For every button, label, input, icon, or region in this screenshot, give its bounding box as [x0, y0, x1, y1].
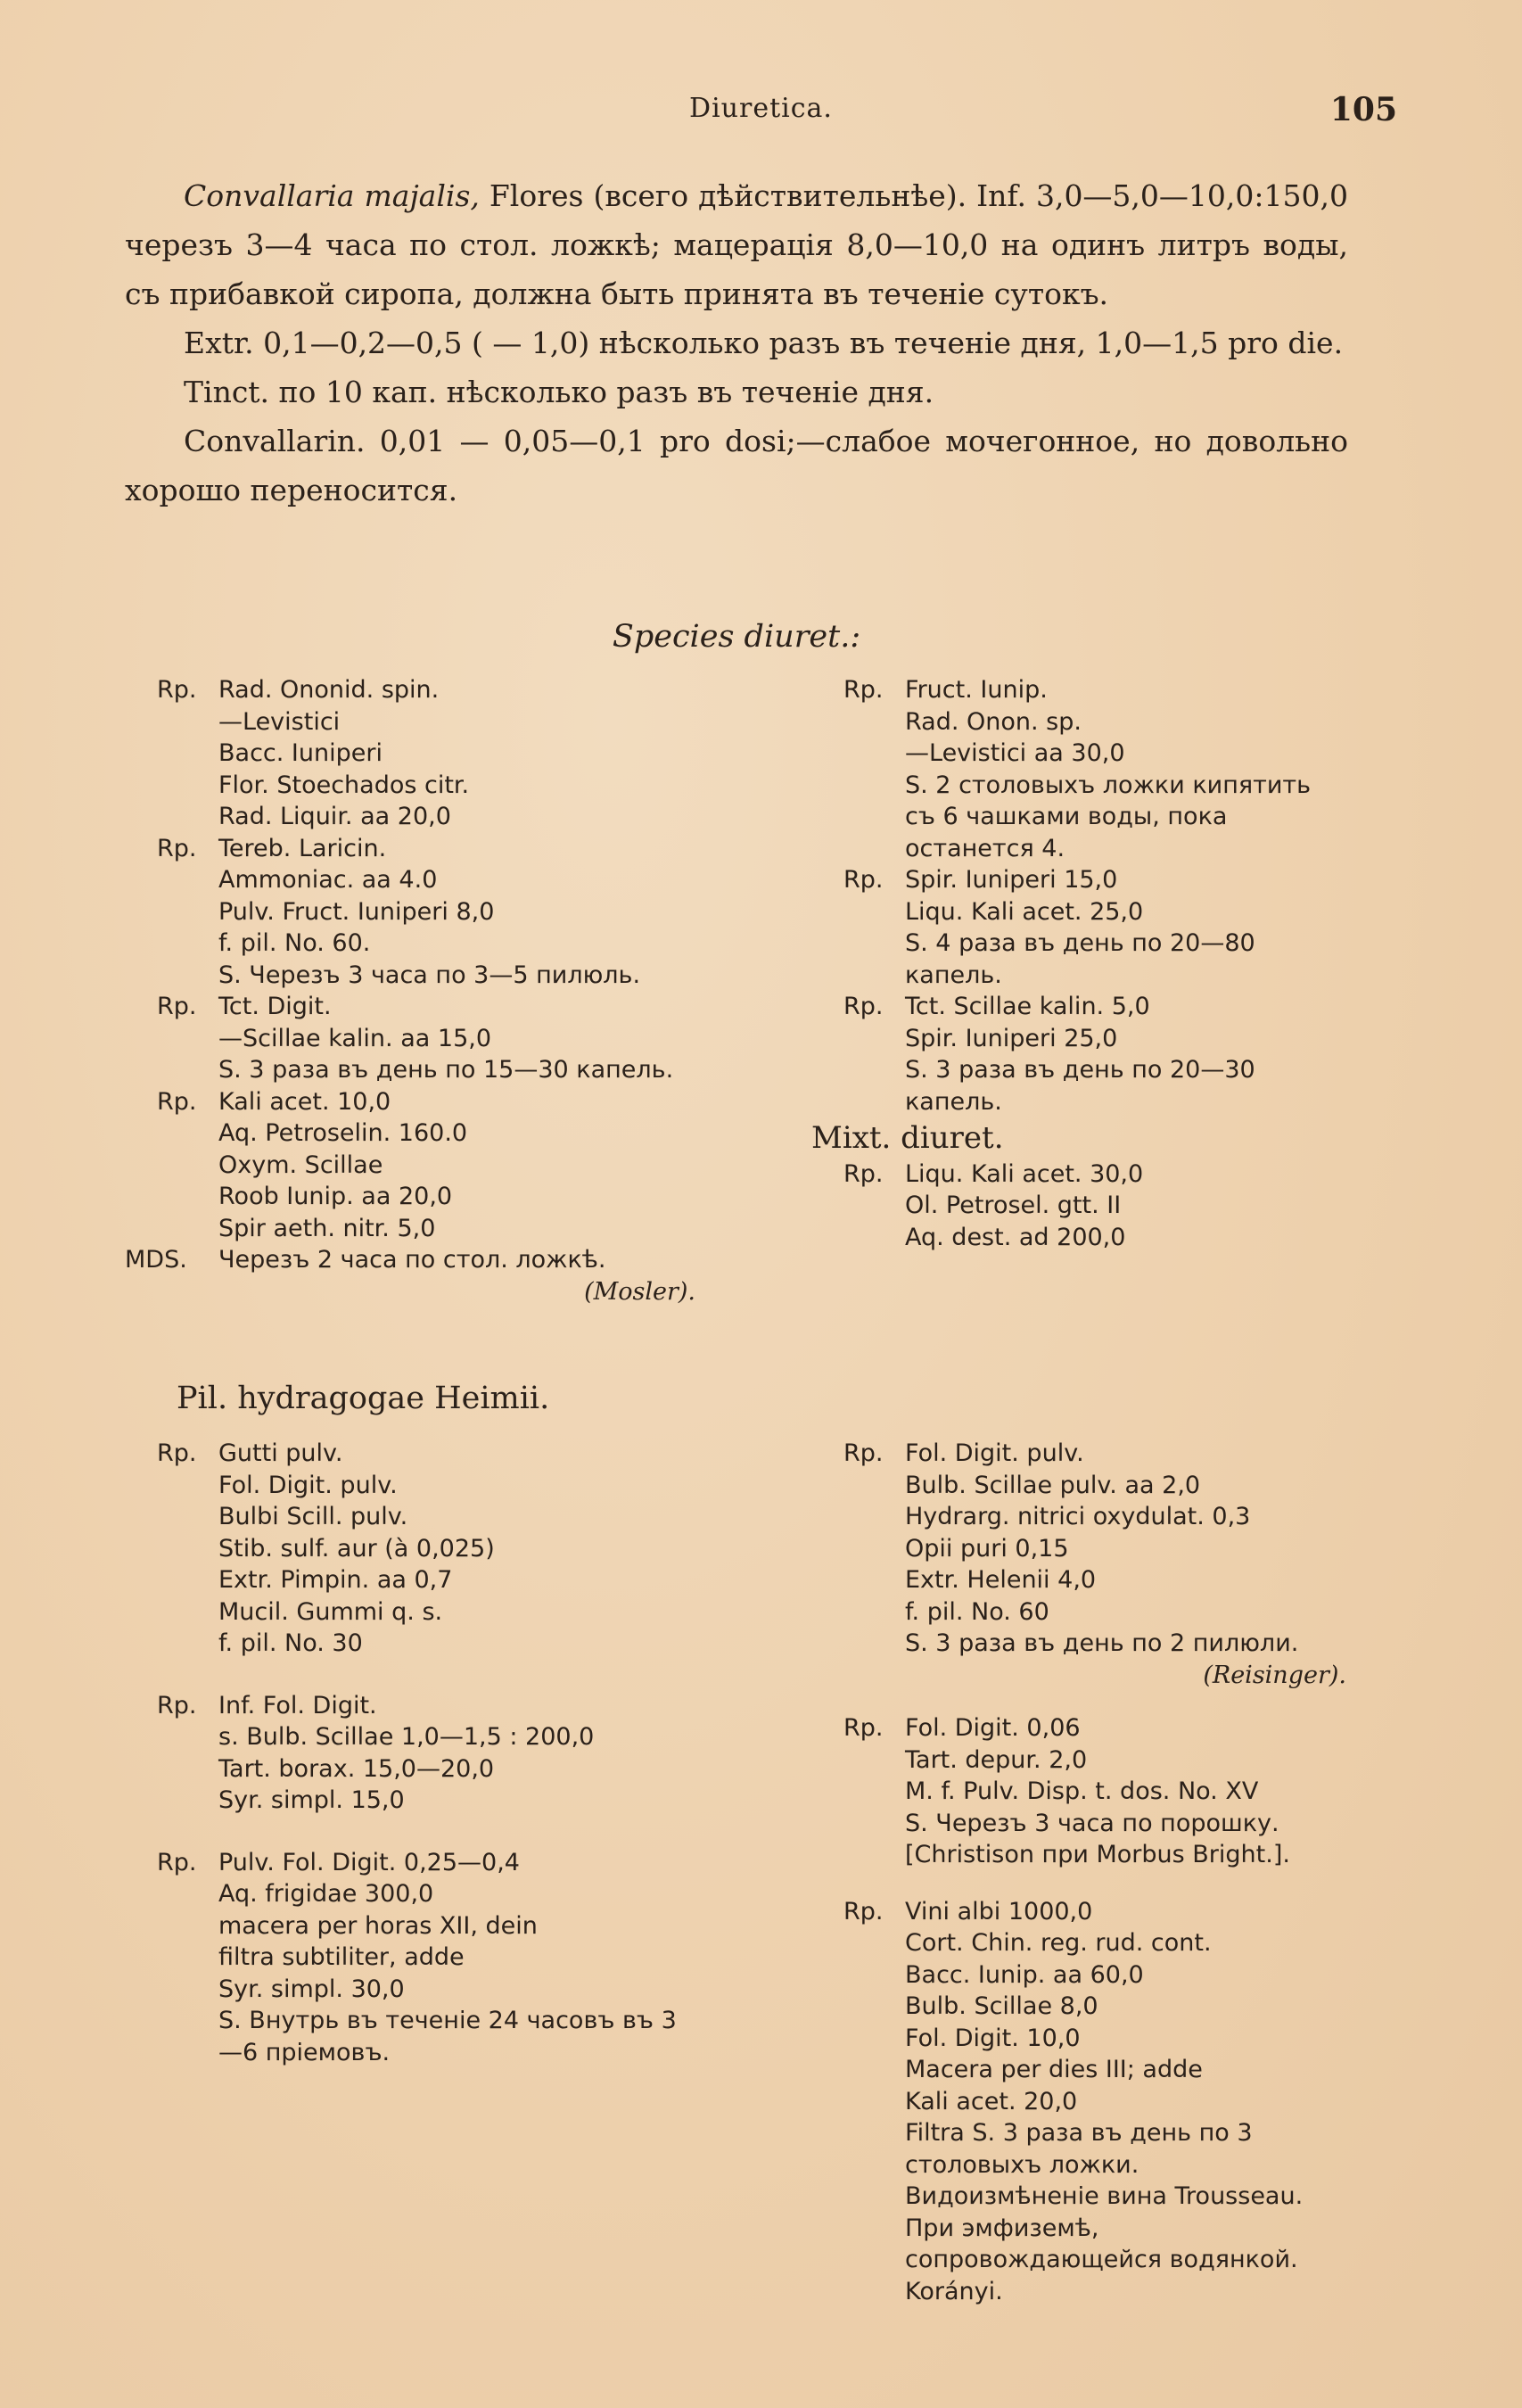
recipe [811, 1712, 1346, 1871]
recipes-right-bottom [811, 1438, 1346, 2307]
recipe-label: Rp. [843, 1714, 884, 1742]
recipe-line: Liqu. Kali acet. 25,0 [905, 897, 1144, 926]
recipe-line: filtra subtiliter, adde [218, 1943, 465, 1971]
recipe-line: Extr. Pimpin. aa 0,7 [218, 1566, 453, 1594]
recipe-line: Mucil. Gummi q. s. [218, 1597, 443, 1626]
intro-text [125, 171, 1348, 515]
intro-paragraph-4: Convallarin. 0,01 — 0,05—0,1 pro dosi;—слабое мочегонное, но довольно хорошо переносится. [125, 424, 1348, 507]
recipe-line: Spir. Iuniperi 15,0 [905, 866, 1118, 894]
recipe-label: Rp. [157, 993, 197, 1020]
recipe-line: Oxym. Scillae [218, 1150, 383, 1179]
recipe-line: M. f. Pulv. Disp. t. dos. No. XV [905, 1777, 1259, 1805]
recipe-line: Rad. Onon. sp. [905, 707, 1082, 736]
intro-paragraph-1 [125, 171, 1348, 318]
pil-title: Pil. hydragogae Heimii. [177, 1381, 550, 1416]
recipe [811, 991, 1346, 1117]
page-number: 105 [1329, 91, 1397, 128]
recipe-line: Syr. simpl. 30,0 [218, 1975, 405, 2003]
recipe-label: Rp. [157, 1087, 197, 1116]
recipe [811, 674, 1346, 864]
recipe-line: S. 2 столовыхъ ложки кипятить съ 6 чашками воды, пока останется 4. [905, 771, 1312, 862]
recipe-line: Fol. Digit. pulv. [905, 1439, 1084, 1467]
recipe [125, 991, 695, 1086]
recipe-line: Черезъ 2 часа по стол. ложкѣ. [218, 1246, 606, 1274]
recipe-line: S. 3 раза въ день по 20—30 капель. [905, 1056, 1255, 1116]
recipe-line: Aq. frigidae 300,0 [218, 1880, 434, 1908]
recipe-line: Tct. Digit. [218, 993, 332, 1020]
recipe-line: Tct. Scillae kalin. 5,0 [905, 993, 1150, 1020]
recipes-right-top [811, 674, 1346, 1253]
recipe-line: Cort. Chin. reg. rud. cont. [905, 1929, 1212, 1957]
recipe-line: Kali acet. 20,0 [905, 2087, 1078, 2115]
recipe-line: Filtra S. 3 раза въ день по 3 столовыхъ ложки. [905, 2119, 1253, 2179]
recipe-line: Fol. Digit. pulv. [218, 1471, 398, 1499]
intro-paragraph-2: Extr. 0,1—0,2—0,5 ( — 1,0) нѣсколько разъ въ теченіе дня, 1,0—1,5 pro die. [184, 326, 1344, 360]
recipe-line: Tart. borax. 15,0—20,0 [218, 1754, 495, 1783]
recipe-line: Fol. Digit. 0,06 [905, 1714, 1081, 1742]
recipe-line: Ammoniac. aa 4.0 [218, 866, 438, 894]
recipe-line: Opii puri 0,15 [905, 1534, 1069, 1563]
recipe-label: Rp. [843, 1897, 884, 1926]
recipe [125, 1244, 695, 1307]
recipe-line: —Scillae kalin. aa 15,0 [218, 1024, 492, 1052]
species-title: Species diuret.: [612, 619, 861, 655]
recipes-left-bottom [125, 1438, 695, 2068]
recipe-line: S. Черезъ 3 часа по 3—5 пилюль. [218, 961, 641, 989]
intro-lead: Convallaria majalis, [184, 178, 480, 213]
recipe-line: Gutti pulv. [218, 1439, 343, 1467]
recipe-line: Syr. simpl. 15,0 [218, 1786, 405, 1814]
recipe-line: f. pil. No. 60. [218, 929, 371, 957]
recipe-line: S. Внутрь въ теченіе 24 часовъ въ 3—6 пріемовъ. [218, 2007, 677, 2066]
intro-paragraph-3: Tinct. по 10 кап. нѣсколько разъ въ теченіе дня. [184, 375, 934, 409]
recipe-line: Inf. Fol. Digit. [218, 1691, 377, 1719]
recipe-label: Rp. [157, 676, 197, 704]
recipe-line: Kali acet. 10,0 [218, 1087, 391, 1116]
recipe-line: Tereb. Laricin. [218, 834, 387, 862]
recipe [125, 1847, 695, 2069]
recipe-line: Spir aeth. nitr. 5,0 [218, 1214, 436, 1242]
recipe-line: S. 4 раза въ день по 20—80 капель. [905, 929, 1255, 989]
recipe [125, 674, 695, 833]
recipe [125, 1086, 695, 1245]
recipe [125, 1690, 695, 1817]
recipe-line: Pulv. Fol. Digit. 0,25—0,4 [218, 1848, 520, 1876]
recipe-line: Extr. Helenii 4,0 [905, 1566, 1097, 1594]
recipe-line: Bulbi Scill. pulv. [218, 1503, 408, 1530]
recipe-line: Vini albi 1000,0 [905, 1897, 1093, 1926]
recipe-line: Roob Iunip. aa 20,0 [218, 1183, 453, 1210]
recipe-label: Rp. [157, 1439, 197, 1467]
recipe-line: Rad. Liquir. aa 20,0 [218, 803, 451, 830]
recipe-line: S. 3 раза въ день по 2 пилюли. [905, 1629, 1299, 1657]
recipe-line: —Levistici aa 30,0 [905, 739, 1125, 767]
recipe-citation: (Mosler). [584, 1277, 695, 1306]
recipe-line: f. pil. No. 30 [218, 1629, 363, 1657]
recipe-label: Rp. [157, 1848, 197, 1876]
recipe-line: S. Черезъ 3 часа по порошку. [905, 1809, 1279, 1837]
recipe-line: —Levistici [218, 707, 341, 736]
running-title: Diuretica. [689, 93, 833, 124]
recipe-line: Fol. Digit. 10,0 [905, 2024, 1081, 2052]
recipe-line: Aq. dest. ad 200,0 [905, 1223, 1126, 1251]
recipe-line: S. 3 раза въ день по 15—30 капель. [218, 1056, 674, 1084]
recipe-line: f. pil. No. 60 [905, 1597, 1049, 1626]
recipe-label: Rp. [843, 866, 884, 894]
recipe [125, 1438, 695, 1660]
recipe-line: Macera per dies III; adde [905, 2056, 1203, 2083]
recipe-line: Aq. Petroselin. 160.0 [218, 1119, 468, 1147]
recipe-label: Rp. [157, 1691, 197, 1719]
recipe [811, 864, 1346, 991]
recipe-line: s. Bulb. Scillae 1,0—1,5 : 200,0 [218, 1723, 595, 1751]
recipe-label: Rp. [157, 834, 197, 862]
recipe-label: Rp. [843, 993, 884, 1020]
recipe-line: Fruct. Iunip. [905, 676, 1048, 704]
recipe-line: Pulv. Fruct. Iuniperi 8,0 [218, 897, 495, 926]
recipe-label: Rp. [843, 1439, 884, 1467]
recipe-line: Spir. Iuniperi 25,0 [905, 1024, 1118, 1052]
recipe [125, 833, 695, 992]
mixt-title: Mixt. diuret. [811, 1120, 1004, 1156]
recipe-line: Bulb. Scillae pulv. aa 2,0 [905, 1471, 1201, 1499]
recipes-left-top [125, 674, 695, 1307]
recipe-line: Rad. Ononid. spin. [218, 676, 440, 704]
recipe [811, 1896, 1346, 2308]
recipe-line: [Christison при Morbus Bright.]. [905, 1841, 1290, 1868]
recipe-label: Rp. [843, 1159, 884, 1188]
recipe-line: Tart. depur. 2,0 [905, 1745, 1088, 1774]
recipe-line: Bacc. Iuniperi [218, 739, 383, 767]
recipe-line: Bacc. Iunip. aa 60,0 [905, 1960, 1144, 1989]
recipe-line: Flor. Stoechados citr. [218, 771, 470, 799]
recipe-citation: (Reisinger). [1203, 1661, 1346, 1689]
recipe-line: Ol. Petrosel. gtt. II [905, 1192, 1122, 1219]
recipe [811, 1438, 1346, 1691]
recipe-line: Hydrarg. nitrici oxydulat. 0,3 [905, 1503, 1251, 1530]
recipe-line: Видоизмѣненіе вина Trousseau. При эмфиземѣ, сопровождающейся водянкой. Korányi. [905, 2182, 1304, 2305]
recipe-line: macera per horas XII, dein [218, 1911, 538, 1940]
recipe-label: MDS. [125, 1246, 187, 1274]
recipe-line: Bulb. Scillae 8,0 [905, 1992, 1098, 2020]
recipe [811, 1159, 1346, 1254]
recipe-line: Stib. sulf. aur (à 0,025) [218, 1534, 495, 1563]
page-header [125, 93, 1397, 137]
recipe-line: Liqu. Kali acet. 30,0 [905, 1159, 1144, 1188]
intro-paragraph-1-text: Flores (всего дѣйствительнѣе). Inf. 3,0—5,0—10,0:150,0 черезъ 3—4 часа по стол. ложкѣ; мацерація 8,0—10,0 на одинъ литръ воды, съ прибавкой сиропа, должна быть принята въ теченіе сутокъ. [125, 178, 1348, 311]
recipe-label: Rp. [843, 676, 884, 704]
